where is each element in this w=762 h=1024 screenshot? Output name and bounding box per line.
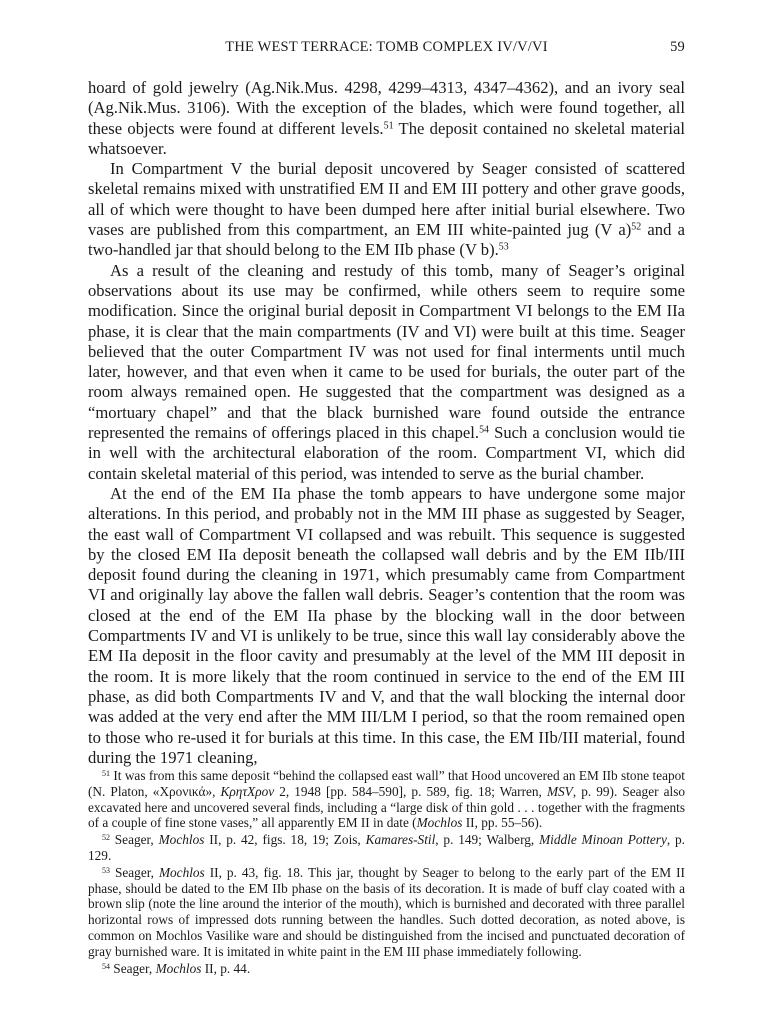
chapter-title: THE WEST TERRACE: TOMB COMPLEX IV/V/VI — [225, 39, 548, 55]
footnote-53: $^{53}$ Seager, Mochlos II, p. 43, fig. 18. This jar, thought by Seager to belong to the early part of the EM II phase, should be dated to the EM IIb phase on the basis of its decoration. It is made of buff clay coated with a brown slip (note the line around the interior of the mouth), which is burnished and decorated with three parallel horizontal rows of impressed dots running between the handles. Such dotted decoration, as noted above, is common on Mochlos Vasilike ware and should be distinguished from the incised and punctuated decoration of gray burnished ware. It is imitated in white paint in the EM III phase immediately following. — [88, 864, 685, 959]
footnote-number: 52 — [102, 833, 110, 843]
paragraph-1-text: hoard of gold jewelry (Ag.Nik.Mus. 4298, 4299–4313, 4347–4362), and an ivory seal (Ag.Nik.Mus. 3106). With the exception of the blades, which were found together, all these objects were found at different levels. — [88, 78, 685, 138]
footnote-54: $^{54}$ Seager, Mochlos II, p. 44. — [102, 960, 251, 976]
paragraph-2-text: In Compartment V the burial deposit uncovered by Seager consisted of scattered skeletal remains mixed with unstratified EM II and EM III pottery and other grave goods, all of which were thought to have been dumped here after initial burial elsewhere. Two vases are published from this compartment, an EM III white-painted jug (V a) — [88, 159, 685, 240]
running-head — [88, 39, 685, 59]
paragraph-2 — [88, 159, 685, 260]
paragraph-1 — [88, 78, 685, 159]
footnote-ref-53: 53 — [498, 241, 509, 253]
main-text — [88, 78, 685, 768]
footnote-52: $^{52}$ Seager, Mochlos II, p. 42, figs. 18, 19; Zois, Kamares-Stil, p. 149; Walberg, Middle Minoan Pottery, p. 129. — [88, 832, 685, 863]
paragraph-3-text-cont: Such a conclusion would tie in well with the architectural elaboration of the room. Compartment VI, which did contain skeletal material of this period, was intended to serve as the burial chamber. — [88, 423, 685, 483]
paragraph-2-text-cont: and a two-handled jar that should belong to the EM IIb phase (V b). — [88, 220, 685, 260]
paragraph-4 — [88, 484, 685, 768]
paragraph-1-text-cont: The deposit contained no skeletal material whatsoever. — [88, 118, 685, 158]
footnote-number: 51 — [102, 769, 110, 779]
page-number: 59 — [670, 39, 685, 55]
footnote-ref-51: 51 — [383, 120, 394, 132]
paragraph-4-text: At the end of the EM IIa phase the tomb appears to have undergone some major alterations. In this period, and probably not in the MM III phase as suggested by Seager, the east wall of Compartment VI collapsed and was rebuilt. This sequence is suggested by the closed EM IIa deposit beneath the collapsed wall debris and by the EM IIb/III deposit found during the cleaning in 1971, which presumably came from Compartment VI and originally lay above the fallen wall debris. Seager’s contention that the room was closed at the end of the EM IIa phase by the blocking wall in the door between Compartments IV and VI is unlikely to be true, since this wall lay considerably above the EM IIa deposit in the floor cavity and presumably at the level of the MM III deposit in the room. It is more likely that the room continued in service to the end of the EM III phase, as did both Compartments IV and V, and that the wall blocking the internal door was added at the very end after the MM III/LM I period, so that the room remained open to those who re-used it for burials at this time. In this case, the EM IIb/III material, found during the 1971 cleaning, — [88, 483, 685, 767]
footnote-number: 54 — [102, 961, 110, 971]
footnote-ref-52: 52 — [631, 221, 642, 233]
footnote-51: $^{51}$ It was from this same deposit “behind the collapsed east wall” that Hood uncovered an EM IIb stone teapot (N. Platon, «Χρονικά», ΚρητΧρον 2, 1948 [pp. 584–590], p. 589, fig. 18; Warren, MSV, p. 99). Seager also excavated here and uncovered several finds, including a “large disk of thin gold . . . together with the fragments of a couple of fine stone vases,” all apparently EM II in date (Mochlos II, pp. 55–56). — [88, 768, 686, 831]
paragraph-3 — [88, 261, 685, 484]
footnotes — [88, 768, 685, 977]
footnote-ref-54: 54 — [479, 424, 490, 436]
footnote-number: 53 — [102, 865, 110, 875]
paragraph-3-text: As a result of the cleaning and restudy of this tomb, many of Seager’s original observations about its use may be confirmed, while others seem to require some modification. Since the original burial deposit in Compartment VI belongs to the EM IIa phase, it is clear that the main compartments (IV and VI) were built at this time. Seager believed that the outer Compartment IV was not used for final interments until much later, however, and that even when it came to be used for burials, the outer part of the room always remained open. He suggested that the compartment was designed as a “mortuary chapel” and that the black burnished ware found outside the entrance represented the remains of offerings placed in this chapel. — [88, 260, 685, 443]
